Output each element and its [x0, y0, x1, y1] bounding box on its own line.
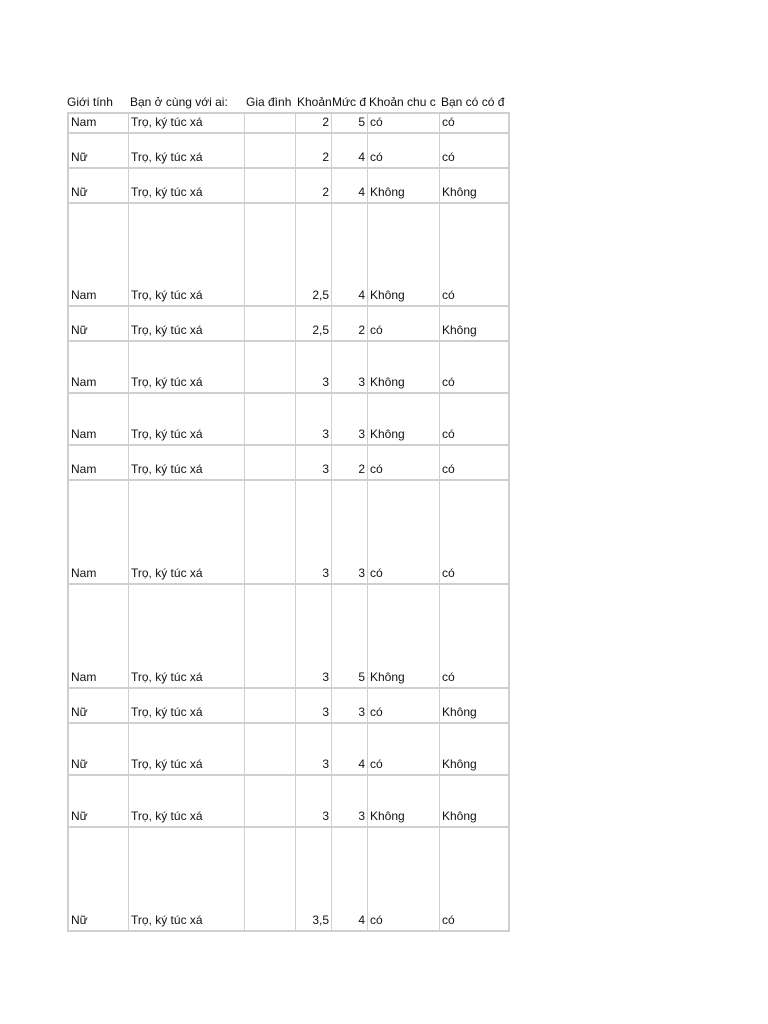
table-row	[67, 828, 510, 932]
cell-living[interactable]: Trọ, ký túc xá	[129, 307, 245, 340]
cell-amount[interactable]: 2	[296, 169, 332, 202]
table-row	[67, 307, 510, 342]
cell-level[interactable]: 2	[332, 446, 368, 479]
cell-expense[interactable]: Không	[368, 169, 440, 202]
cell-living[interactable]: Trọ, ký túc xá	[129, 689, 245, 722]
cell-level[interactable]: 4	[332, 169, 368, 202]
table-row	[67, 169, 510, 204]
cell-gender[interactable]: Nữ	[67, 169, 129, 202]
cell-has[interactable]: có	[440, 394, 510, 444]
cell-has[interactable]: có	[440, 204, 510, 305]
cell-family[interactable]	[245, 114, 296, 132]
cell-living[interactable]: Trọ, ký túc xá	[129, 134, 245, 167]
cell-gender[interactable]: Nữ	[67, 307, 129, 340]
cell-has[interactable]: có	[440, 585, 510, 687]
data-table	[67, 112, 510, 932]
cell-expense[interactable]: có	[368, 724, 440, 774]
cell-expense[interactable]: có	[368, 134, 440, 167]
cell-family[interactable]	[245, 342, 296, 392]
cell-gender[interactable]: Nữ	[67, 776, 129, 826]
header-gender: Giới tính	[67, 95, 113, 109]
cell-family[interactable]	[245, 689, 296, 722]
cell-level[interactable]: 3	[332, 342, 368, 392]
cell-family[interactable]	[245, 828, 296, 930]
cell-family[interactable]	[245, 446, 296, 479]
table-row	[67, 481, 510, 585]
cell-expense[interactable]: Không	[368, 342, 440, 392]
cell-level[interactable]: 3	[332, 776, 368, 826]
cell-gender[interactable]: Nữ	[67, 724, 129, 774]
cell-amount[interactable]: 2	[296, 114, 332, 132]
cell-has[interactable]: có	[440, 114, 510, 132]
cell-living[interactable]: Trọ, ký túc xá	[129, 776, 245, 826]
cell-gender[interactable]: Nam	[67, 481, 129, 583]
cell-amount[interactable]: 3	[296, 724, 332, 774]
cell-living[interactable]: Trọ, ký túc xá	[129, 585, 245, 687]
cell-family[interactable]	[245, 724, 296, 774]
cell-family[interactable]	[245, 776, 296, 826]
cell-has[interactable]: Không	[440, 776, 510, 826]
cell-amount[interactable]: 3	[296, 446, 332, 479]
table-row	[67, 724, 510, 776]
table-row	[67, 204, 510, 307]
cell-gender[interactable]: Nữ	[67, 134, 129, 167]
cell-expense[interactable]: có	[368, 689, 440, 722]
cell-expense[interactable]: Không	[368, 585, 440, 687]
table-row	[67, 342, 510, 394]
cell-gender[interactable]: Nam	[67, 394, 129, 444]
table-row	[67, 776, 510, 828]
cell-amount[interactable]: 3	[296, 776, 332, 826]
cell-level[interactable]: 4	[332, 204, 368, 305]
cell-level[interactable]: 3	[332, 689, 368, 722]
header-family: Gia đình	[246, 95, 292, 109]
cell-level[interactable]: 4	[332, 134, 368, 167]
cell-gender[interactable]: Nữ	[67, 689, 129, 722]
header-has: Bạn có có đ	[441, 95, 505, 109]
cell-expense[interactable]: có	[368, 446, 440, 479]
cell-living[interactable]: Trọ, ký túc xá	[129, 394, 245, 444]
cell-living[interactable]: Trọ, ký túc xá	[129, 446, 245, 479]
cell-has[interactable]: có	[440, 446, 510, 479]
header-expense: Khoản chu c	[369, 95, 436, 109]
cell-has[interactable]: Không	[440, 724, 510, 774]
cell-level[interactable]: 5	[332, 114, 368, 132]
cell-amount[interactable]: 3	[296, 394, 332, 444]
cell-family[interactable]	[245, 169, 296, 202]
cell-living[interactable]: Trọ, ký túc xá	[129, 169, 245, 202]
cell-level[interactable]: 4	[332, 724, 368, 774]
cell-living[interactable]: Trọ, ký túc xá	[129, 204, 245, 305]
cell-expense[interactable]: Không	[368, 204, 440, 305]
cell-expense[interactable]: có	[368, 114, 440, 132]
cell-living[interactable]: Trọ, ký túc xá	[129, 481, 245, 583]
cell-level[interactable]: 3	[332, 481, 368, 583]
table-row	[67, 394, 510, 446]
cell-family[interactable]	[245, 134, 296, 167]
cell-family[interactable]	[245, 204, 296, 305]
table-row	[67, 114, 510, 134]
header-amount: Khoản	[297, 95, 332, 109]
cell-has[interactable]: có	[440, 342, 510, 392]
cell-living[interactable]: Trọ, ký túc xá	[129, 828, 245, 930]
cell-amount[interactable]: 2	[296, 134, 332, 167]
cell-amount[interactable]: 2,5	[296, 307, 332, 340]
header-living-with: Bạn ở cùng với ai:	[130, 95, 228, 109]
cell-expense[interactable]: Không	[368, 776, 440, 826]
cell-gender[interactable]: Nam	[67, 342, 129, 392]
cell-amount[interactable]: 2,5	[296, 204, 332, 305]
cell-living[interactable]: Trọ, ký túc xá	[129, 342, 245, 392]
table-row	[67, 446, 510, 481]
cell-gender[interactable]: Nữ	[67, 828, 129, 930]
cell-expense[interactable]: Không	[368, 394, 440, 444]
cell-amount[interactable]: 3	[296, 585, 332, 687]
header-row	[67, 92, 510, 112]
cell-level[interactable]: 2	[332, 307, 368, 340]
cell-amount[interactable]: 3,5	[296, 828, 332, 930]
cell-family[interactable]	[245, 307, 296, 340]
cell-has[interactable]: có	[440, 828, 510, 930]
cell-living[interactable]: Trọ, ký túc xá	[129, 114, 245, 132]
cell-level[interactable]: 4	[332, 828, 368, 930]
cell-amount[interactable]: 3	[296, 481, 332, 583]
cell-amount[interactable]: 3	[296, 689, 332, 722]
cell-gender[interactable]: Nam	[67, 114, 129, 132]
cell-level[interactable]: 3	[332, 394, 368, 444]
cell-expense[interactable]: có	[368, 828, 440, 930]
cell-has[interactable]: có	[440, 134, 510, 167]
cell-living[interactable]: Trọ, ký túc xá	[129, 724, 245, 774]
cell-has[interactable]: Không	[440, 689, 510, 722]
cell-has[interactable]: Không	[440, 169, 510, 202]
cell-gender[interactable]: Nam	[67, 204, 129, 305]
table-row	[67, 689, 510, 724]
table-row	[67, 134, 510, 169]
cell-has[interactable]: Không	[440, 307, 510, 340]
cell-family[interactable]	[245, 481, 296, 583]
cell-gender[interactable]: Nam	[67, 446, 129, 479]
cell-family[interactable]	[245, 394, 296, 444]
cell-has[interactable]: có	[440, 481, 510, 583]
cell-level[interactable]: 5	[332, 585, 368, 687]
cell-family[interactable]	[245, 585, 296, 687]
cell-amount[interactable]: 3	[296, 342, 332, 392]
cell-expense[interactable]: có	[368, 481, 440, 583]
header-level: Mức đ	[332, 95, 367, 109]
cell-gender[interactable]: Nam	[67, 585, 129, 687]
cell-expense[interactable]: có	[368, 307, 440, 340]
table-row	[67, 585, 510, 689]
